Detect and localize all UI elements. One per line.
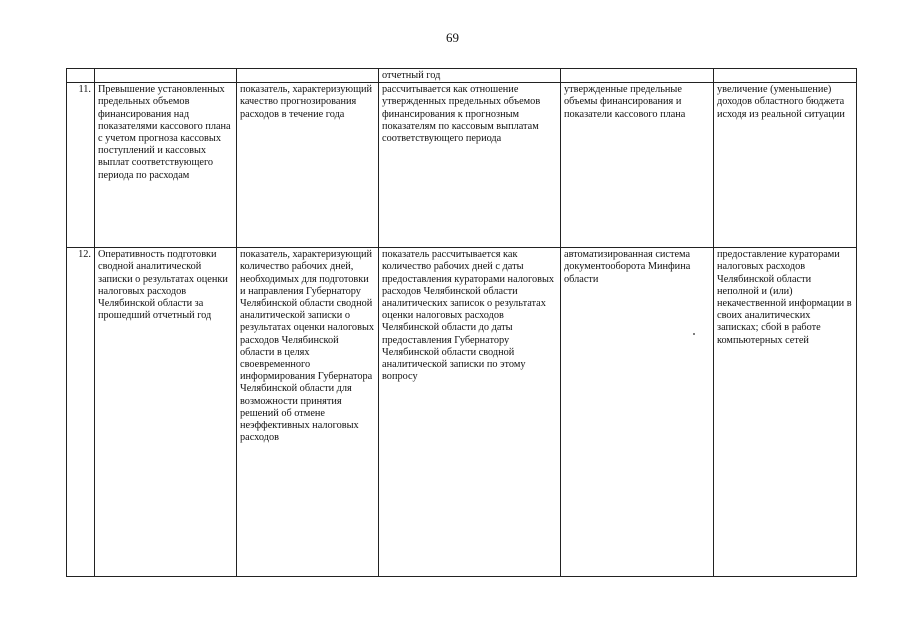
deviation-reason-cell: предоставление кураторами налоговых расходов Челябинской области неполной и (или) некачественной информации в своих аналитических записках; сбой в работе компьютерных сетей	[714, 248, 857, 577]
table-cell	[237, 69, 379, 83]
data-source-cell: автоматизированная система документооборота Минфина области	[561, 248, 714, 577]
row-number: 11.	[67, 83, 95, 248]
row-number: 12.	[67, 248, 95, 577]
indicator-name-cell: Превышение установленных предельных объемов финансирования над показателями кассового плана с учетом прогноза кассовых поступлений и кассовых выплат соответствующего периода по расходам	[95, 83, 237, 248]
calculation-method-cell: рассчитывается как отношение утвержденных предельных объемов финансирования к прогнозным показателям по кассовым выплатам соответствующего периода	[379, 83, 561, 248]
scan-speck	[693, 333, 695, 335]
table-row-continuation	[67, 69, 857, 83]
table-row	[67, 83, 857, 248]
deviation-reason-cell: увеличение (уменьшение) доходов областного бюджета исходя из реальной ситуации	[714, 83, 857, 248]
data-source-cell: утвержденные предельные объемы финансирования и показатели кассового плана	[561, 83, 714, 248]
table-row	[67, 248, 857, 577]
indicator-description-cell: показатель, характеризующий количество рабочих дней, необходимых для подготовки и направления Губернатору Челябинской области сводной аналитической записки о результатах оценки налоговых расходов Челябинской области в целях своевременного информирования Губернатора Челябинской области для возможности принятия решений об отмене неэффективных налоговых расходов	[237, 248, 379, 577]
indicator-description-cell: показатель, характеризующий качество прогнозирования расходов в течение года	[237, 83, 379, 248]
indicators-table	[66, 68, 857, 577]
calculation-method-cell: показатель рассчитывается как количество рабочих дней с даты предоставления кураторами налоговых расходов Челябинской области аналитических записок о результатах оценки налоговых расходов Челябинской области до даты предоставления Губернатору Челябинской области сводной аналитической записки по этому вопросу	[379, 248, 561, 577]
table-cell-method-continuation: отчетный год	[379, 69, 561, 83]
page-number: 69	[446, 30, 459, 45]
table-cell	[714, 69, 857, 83]
indicator-name-cell: Оперативность подготовки сводной аналитической записки о результатах оценки налоговых расходов Челябинской области за прошедший отчетный год	[95, 248, 237, 577]
table-cell	[561, 69, 714, 83]
table-cell	[95, 69, 237, 83]
table-cell	[67, 69, 95, 83]
